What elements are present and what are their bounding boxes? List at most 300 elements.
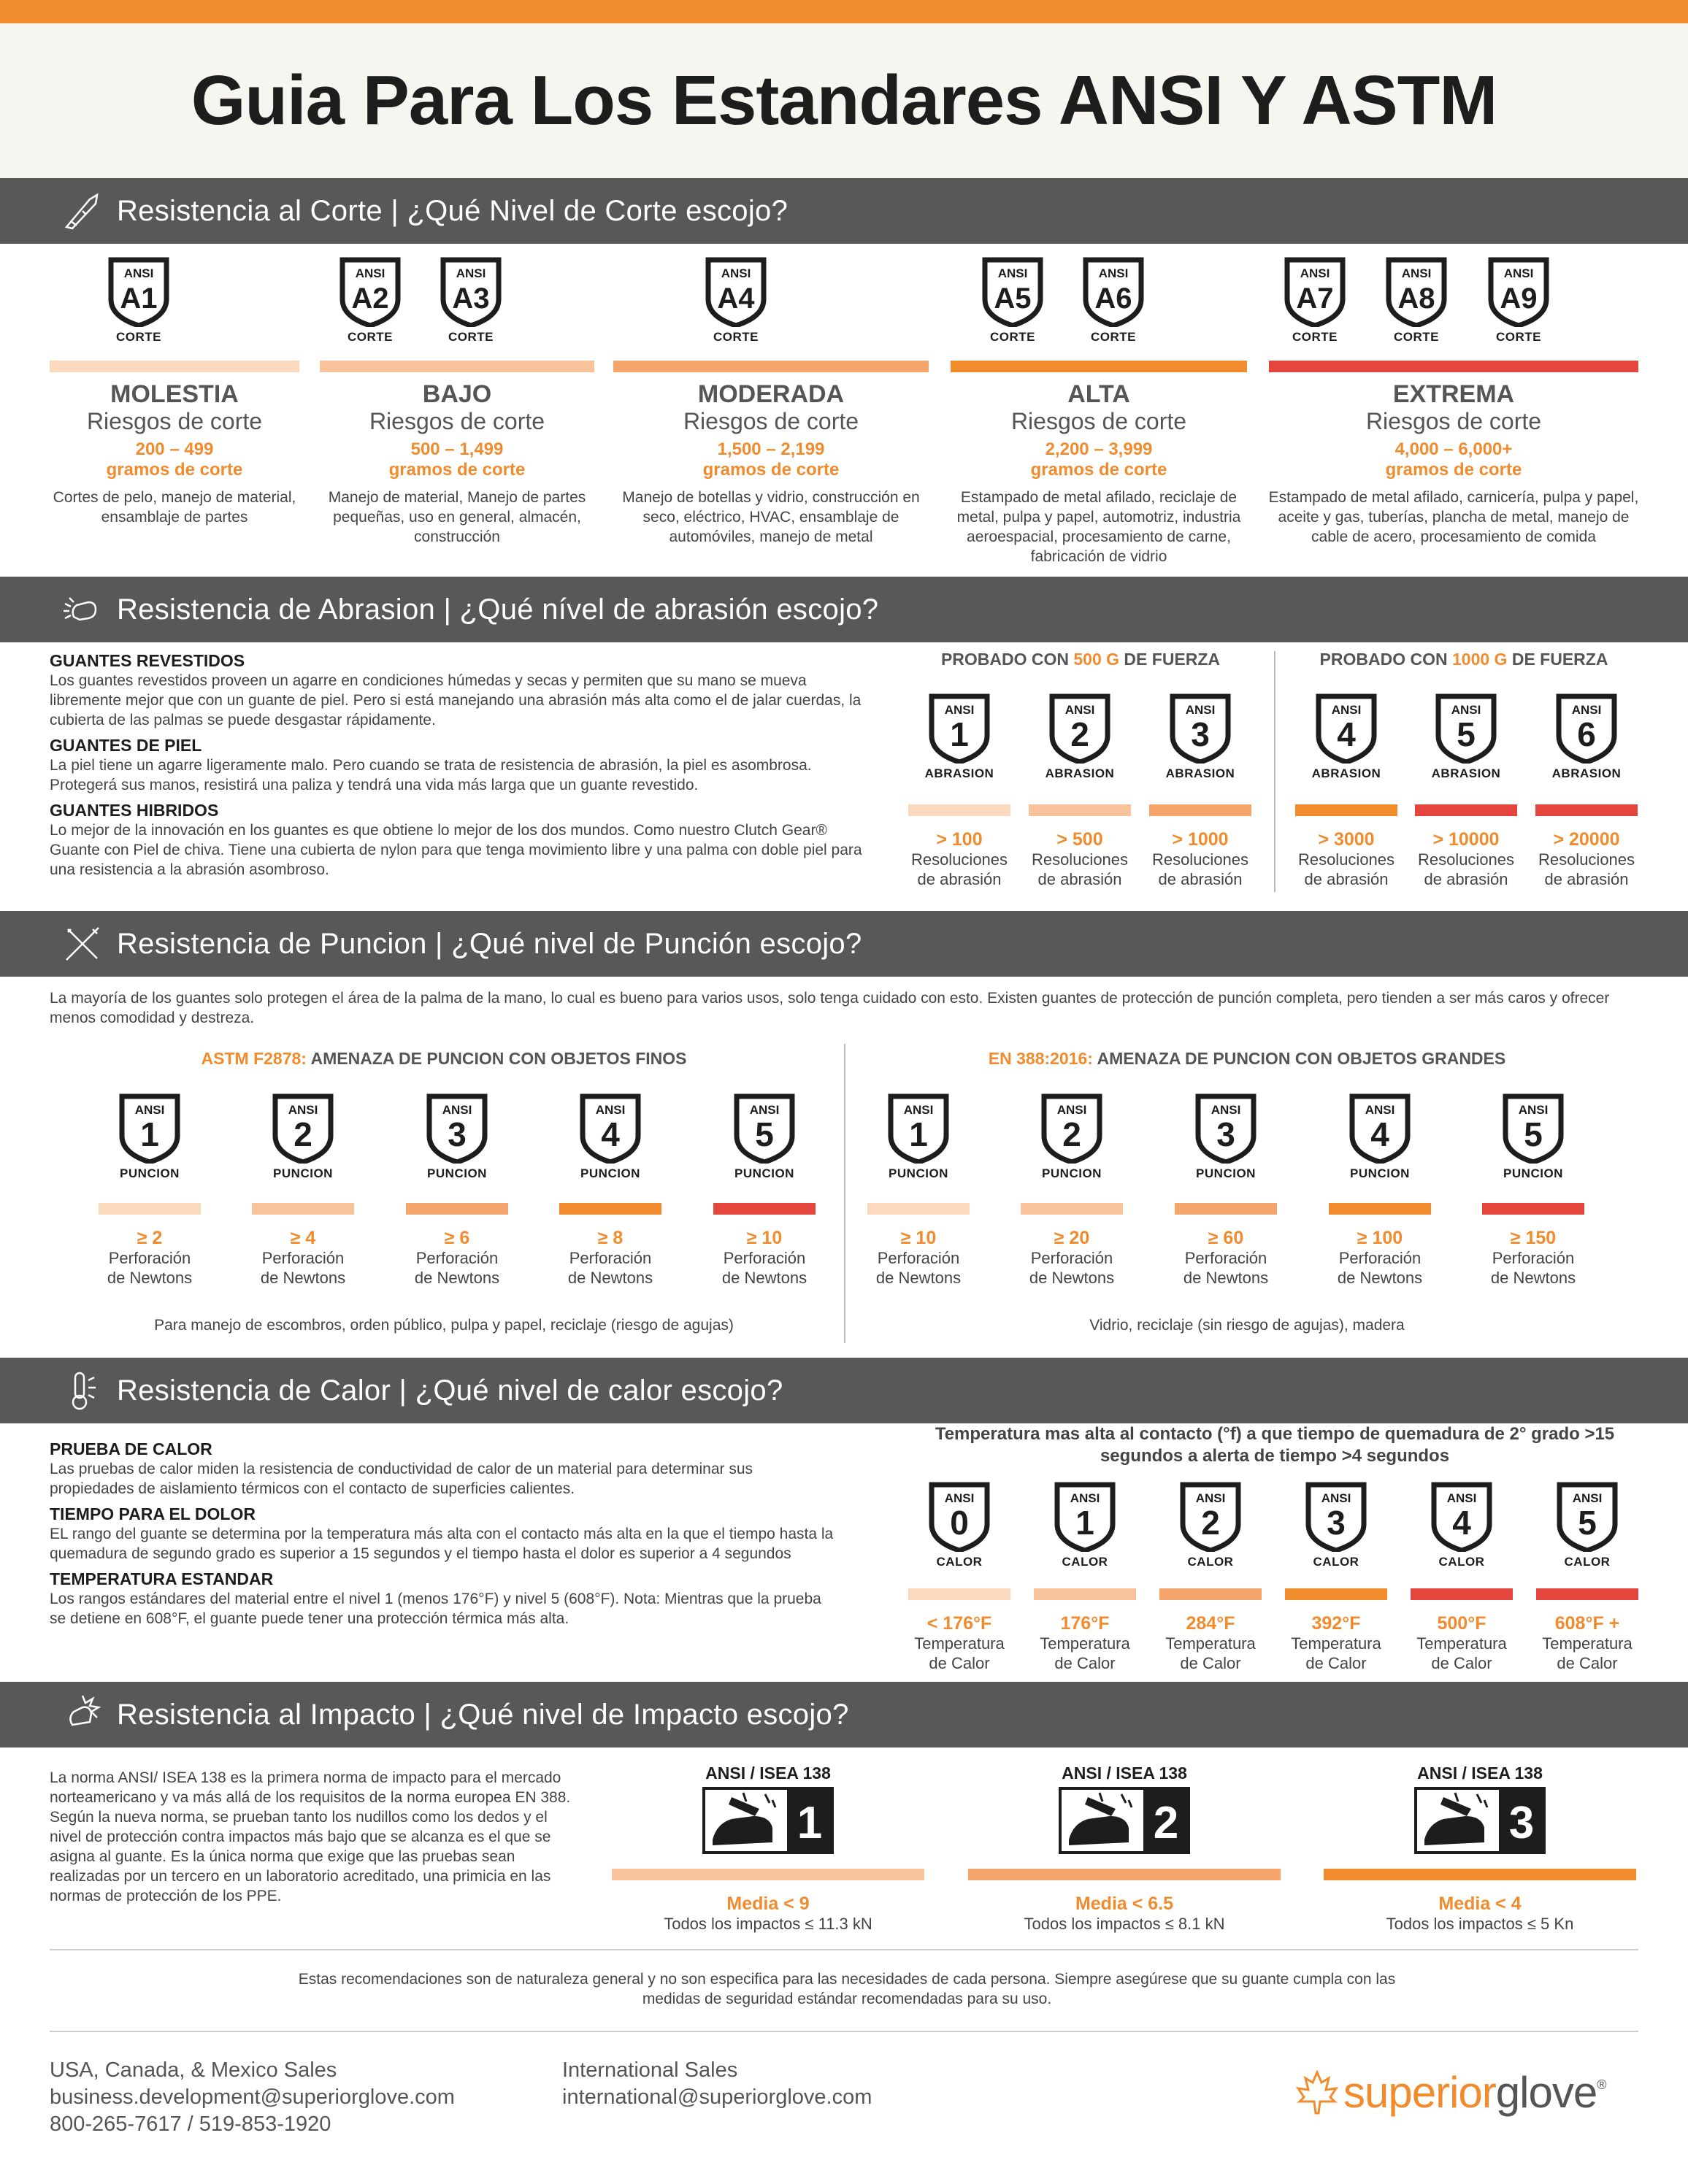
badge-category: CALOR xyxy=(936,1555,983,1569)
heat-badge xyxy=(1551,1482,1624,1569)
impact-bar xyxy=(612,1869,924,1880)
cut-level-group xyxy=(606,381,936,547)
cut-badge xyxy=(102,257,175,345)
badge-level: 5 xyxy=(755,1115,774,1153)
registered-mark: ® xyxy=(1597,2077,1607,2092)
heat-badge xyxy=(1048,1482,1121,1569)
badge-standard: ANSI xyxy=(1211,1103,1241,1117)
badge-level: A5 xyxy=(994,282,1032,315)
badge-category: PUNCION xyxy=(427,1166,487,1180)
impact-media: Media < 4 xyxy=(1438,1893,1522,1914)
shield-icon xyxy=(1556,693,1617,764)
heat-bar xyxy=(1034,1588,1136,1600)
badge-level: 3 xyxy=(1191,715,1210,753)
shield-icon xyxy=(1386,257,1447,327)
badge-category: PUNCION xyxy=(1042,1166,1102,1180)
badge-level: 2 xyxy=(1070,715,1089,753)
cut-gram-range: 500 – 1,499 xyxy=(410,439,504,459)
impact-icon xyxy=(57,1689,108,1740)
badge-level: 3 xyxy=(448,1115,467,1153)
cut-level-group xyxy=(42,381,307,527)
abrasion-badge xyxy=(923,693,996,781)
puncture-force: ≥ 6 xyxy=(444,1228,470,1248)
standard-code: ASTM F2878: xyxy=(201,1049,307,1068)
badge-category: CORTE xyxy=(116,330,161,344)
cut-uses: Estampado de metal afilado, carnicería, pulpa y papel, aceite y gas, tuberías, plancha de metal, manejo de cable de acero, procesamiento de comida xyxy=(1268,489,1639,545)
needle-icon xyxy=(57,918,108,969)
badge-standard: ANSI xyxy=(123,266,154,280)
heat-level-info xyxy=(1148,1613,1273,1673)
puncture-level-info xyxy=(1006,1228,1138,1288)
sales-title: USA, Canada, & Mexico Sales xyxy=(50,2058,337,2082)
abrasion-cycles: > 1000 xyxy=(1172,829,1229,850)
cut-badge xyxy=(1278,257,1351,345)
badge-standard: ANSI xyxy=(903,1103,934,1117)
thermometer-icon xyxy=(57,1365,108,1416)
abrasion-unit: de abrasión xyxy=(1304,870,1389,888)
cut-section-title: Resistencia al Corte | ¿Qué Nivel de Corte escojo? xyxy=(117,194,789,227)
puncture-badge xyxy=(1189,1093,1262,1181)
puncture-badge xyxy=(266,1093,339,1181)
heat-unit: de Calor xyxy=(1431,1654,1492,1672)
badge-level: 3 xyxy=(1216,1115,1235,1153)
abrasion-item-coated xyxy=(50,651,875,730)
disclaimer: Estas recomendaciones son de naturaleza general y no son especifica para las necesidades de cada persona. Siempre asegúrese que su guante cumpla con las medidas de seguridad estándar recomendadas para su uso. xyxy=(298,1971,1396,2007)
abrasion-item-title: GUANTES HIBRIDOS xyxy=(50,801,219,820)
badge-level: 4 xyxy=(1370,1115,1389,1153)
impact-level: 3 xyxy=(1508,1798,1535,1848)
abrasion-unit: Resoluciones xyxy=(910,850,1008,869)
abrasion-level-info xyxy=(897,829,1021,889)
puncture-unit: Perforación xyxy=(108,1249,191,1267)
cut-uses: Manejo de material, Manejo de partes pequeñas, uso en general, almacén, construcción xyxy=(328,489,586,545)
badge-standard: ANSI xyxy=(1070,1491,1100,1505)
heat-temperature: 176°F xyxy=(1060,1613,1110,1634)
badge-level: A7 xyxy=(1296,282,1334,315)
puncture-unit: Perforación xyxy=(415,1249,499,1267)
abrasion-bar xyxy=(908,804,1010,816)
cut-level-name: MOLESTIA xyxy=(110,380,239,408)
shield-icon xyxy=(1041,1093,1102,1164)
cut-badge xyxy=(334,257,407,345)
puncture-level-info xyxy=(1314,1228,1446,1288)
heat-unit: Temperatura xyxy=(1165,1634,1256,1653)
impact-level: 2 xyxy=(1153,1798,1179,1848)
shield-icon xyxy=(1049,693,1110,764)
impact-badge xyxy=(1059,1787,1190,1854)
heat-item-title: PRUEBA DE CALOR xyxy=(50,1439,212,1458)
puncture-force: ≥ 150 xyxy=(1510,1228,1557,1248)
logo-word-glove: glove xyxy=(1495,2068,1597,2117)
heat-unit: de Calor xyxy=(1557,1654,1618,1672)
badge-standard: ANSI xyxy=(944,1491,975,1505)
divider xyxy=(50,1949,1638,1950)
puncture-force: ≥ 8 xyxy=(597,1228,624,1248)
impact-standard-label: ANSI / ISEA 138 xyxy=(705,1764,831,1783)
heat-section-title: Resistencia de Calor | ¿Qué nivel de calor escojo? xyxy=(117,1374,783,1407)
cut-gram-unit: gramos de corte xyxy=(702,460,840,480)
shield-icon xyxy=(1083,257,1144,327)
badge-level: 2 xyxy=(1062,1115,1081,1153)
logo-word-superior: superior xyxy=(1343,2068,1496,2117)
heat-unit: Temperatura xyxy=(1040,1634,1130,1653)
puncture-force: ≥ 100 xyxy=(1357,1228,1403,1248)
sales-email-link[interactable]: business.development@superiorglove.com xyxy=(50,2085,455,2109)
cut-risk-label: Riesgos de corte xyxy=(1365,408,1542,434)
heat-bar xyxy=(1411,1588,1513,1600)
badge-level: 1 xyxy=(140,1115,159,1153)
heat-unit: de Calor xyxy=(1180,1654,1241,1672)
badge-level: 1 xyxy=(909,1115,928,1153)
abrasion-test-1000 xyxy=(1289,650,1639,669)
badge-category: CORTE xyxy=(990,330,1035,344)
abrasion-text-column xyxy=(50,651,875,880)
puncture-bar xyxy=(867,1203,970,1215)
abrasion-cycles: > 3000 xyxy=(1318,829,1375,850)
puncture-bar xyxy=(406,1203,508,1215)
cut-badge xyxy=(1077,257,1150,345)
badge-standard: ANSI xyxy=(1451,703,1481,717)
impact-media: Media < 6.5 xyxy=(1075,1893,1174,1914)
cut-level-name: MODERADA xyxy=(697,380,845,408)
heat-unit: Temperatura xyxy=(1291,1634,1381,1653)
puncture-left-title xyxy=(50,1049,838,1069)
cut-level-group xyxy=(312,381,602,547)
badge-standard: ANSI xyxy=(1572,1491,1603,1505)
shield-icon xyxy=(1435,693,1497,764)
abrasion-section-header xyxy=(0,577,1688,642)
abrasion-level-info xyxy=(1404,829,1528,889)
puncture-bar xyxy=(1021,1203,1123,1215)
badge-category: ABRASION xyxy=(1165,766,1235,780)
standard-title: AMENAZA DE PUNCION CON OBJETOS GRANDES xyxy=(1092,1049,1506,1068)
badge-level: 4 xyxy=(601,1115,620,1153)
puncture-force: ≥ 10 xyxy=(900,1228,937,1248)
abrasion-cycles: > 500 xyxy=(1056,829,1103,850)
puncture-bar xyxy=(252,1203,354,1215)
badge-level: A8 xyxy=(1397,282,1435,315)
heat-item xyxy=(50,1504,838,1564)
heat-item-text: EL rango del guante se determina por la temperatura más alta con el contacto más alta en la que el tiempo hasta la quemadura de segundo grado es superior a 15 segundos y el tiempo hasta el dolor es superior a 4 segundos xyxy=(50,1526,834,1562)
abrasion-unit: de abrasión xyxy=(917,870,1002,888)
puncture-right-use: Vidrio, reciclaje (sin riesgo de agujas), madera xyxy=(1089,1317,1405,1334)
abrasion-unit: de abrasión xyxy=(1424,870,1508,888)
puncture-bar xyxy=(1482,1203,1584,1215)
hammer-knuckle-icon xyxy=(702,1787,834,1854)
abrasion-item-leather xyxy=(50,736,875,795)
heat-unit: Temperatura xyxy=(1542,1634,1633,1653)
puncture-level-info xyxy=(391,1228,523,1288)
cut-risk-label: Riesgos de corte xyxy=(369,408,545,434)
abrasion-bar xyxy=(1415,804,1517,816)
puncture-level-info xyxy=(699,1228,830,1288)
cut-gram-unit: gramos de corte xyxy=(1030,460,1167,480)
cut-badge xyxy=(1482,257,1555,345)
cut-gram-range: 4,000 – 6,000+ xyxy=(1394,439,1513,459)
abrasion-level-info xyxy=(1284,829,1408,889)
test-force: 500 G xyxy=(1073,650,1120,669)
badge-category: PUNCION xyxy=(889,1166,948,1180)
sales-title: International Sales xyxy=(562,2058,738,2082)
abrasion-badge xyxy=(1043,693,1116,781)
puncture-intro: La mayoría de los guantes solo protegen el área de la palma de la mano, lo cual es bueno para varios usos, solo tenga cuidado con esto. Existen guantes de protección de punción completa, pero tienden a ser más caros y ofrecer menos comodidad y destreza. xyxy=(50,990,1610,1026)
badge-category: CORTE xyxy=(1292,330,1338,344)
abrasion-bar xyxy=(1029,804,1131,816)
heat-item xyxy=(50,1439,838,1499)
badge-standard: ANSI xyxy=(1185,703,1216,717)
abrasion-item-hybrid xyxy=(50,801,875,880)
puncture-bar xyxy=(1175,1203,1277,1215)
heat-temperature: 608°F + xyxy=(1554,1613,1620,1634)
abrasion-item-text: La piel tiene un agarre ligeramente malo. Pero cuando se trata de resistencia de abrasión, la piel es asombrosa. Protegerá sus manos, resistirá una paliza y tendrá una vida más larga que un guante revestido. xyxy=(50,757,812,793)
impact-section-title: Resistencia al Impacto | ¿Qué nivel de Impacto escojo? xyxy=(117,1698,849,1731)
cut-bar-moderada xyxy=(613,361,929,372)
cut-level-name: ALTA xyxy=(1067,380,1130,408)
puncture-unit: de Newtons xyxy=(1337,1269,1423,1287)
puncture-unit: de Newtons xyxy=(414,1269,500,1287)
badge-category: CALOR xyxy=(1564,1555,1611,1569)
badge-category: CORTE xyxy=(448,330,494,344)
test-label: DE FUERZA xyxy=(1119,650,1221,669)
puncture-level-info xyxy=(1468,1228,1599,1288)
badge-category: CORTE xyxy=(1394,330,1439,344)
heat-level-info xyxy=(897,1613,1021,1673)
badge-level: 1 xyxy=(950,715,969,753)
puncture-level-info xyxy=(853,1228,984,1288)
north-america-sales xyxy=(50,2057,455,2138)
puncture-level-info xyxy=(237,1228,369,1288)
abrasion-item-title: GUANTES DE PIEL xyxy=(50,736,202,755)
puncture-unit: Perforación xyxy=(723,1249,806,1267)
shield-icon xyxy=(1054,1482,1116,1552)
heat-unit: de Calor xyxy=(1054,1654,1116,1672)
puncture-unit: de Newtons xyxy=(1490,1269,1576,1287)
shield-icon xyxy=(426,1093,488,1164)
shield-icon xyxy=(929,693,990,764)
heat-level-info xyxy=(1274,1613,1398,1673)
heat-temperature: 500°F xyxy=(1437,1613,1486,1634)
abrasion-cycles: > 20000 xyxy=(1553,829,1620,850)
abrasion-unit: Resoluciones xyxy=(1031,850,1129,869)
cut-risk-label: Riesgos de corte xyxy=(683,408,859,434)
badge-category: PUNCION xyxy=(580,1166,640,1180)
cut-gram-unit: gramos de corte xyxy=(106,460,243,480)
shield-icon xyxy=(982,257,1043,327)
cut-badge xyxy=(434,257,507,345)
abrasion-unit: de abrasión xyxy=(1037,870,1122,888)
badge-category: PUNCION xyxy=(734,1166,794,1180)
puncture-badge xyxy=(113,1093,186,1181)
badge-standard: ANSI xyxy=(749,1103,780,1117)
puncture-force: ≥ 4 xyxy=(290,1228,316,1248)
badge-standard: ANSI xyxy=(944,703,975,717)
shield-icon xyxy=(1180,1482,1241,1552)
badge-standard: ANSI xyxy=(355,266,385,280)
impact-text: La norma ANSI/ ISEA 138 es la primera norma de impacto para el mercado norteamericano y va más allá de los requisitos de la norma europea EN 388. Según la nueva norma, se prueban tanto los nudillos como los dedos y el nivel de protección contra impactos más bajo que se alcanza es el que se asigna al guante. Es la única norma que exige que las pruebas sean realizadas por un tercero en un laboratorio acreditado, una primicia en las normas de protección de los PPE. xyxy=(50,1769,571,1904)
badge-standard: ANSI xyxy=(997,266,1028,280)
cut-level-name: BAJO xyxy=(422,380,492,408)
badge-standard: ANSI xyxy=(595,1103,626,1117)
maple-leaf-icon xyxy=(1294,2069,1340,2116)
abrasion-bar xyxy=(1535,804,1638,816)
abrasion-unit: de abrasión xyxy=(1158,870,1243,888)
puncture-badge xyxy=(421,1093,494,1181)
shield-icon xyxy=(1349,1093,1411,1164)
superior-glove-logo xyxy=(1294,2067,1606,2118)
shield-icon xyxy=(1284,257,1346,327)
abrasion-bar xyxy=(1295,804,1397,816)
cut-bar-alta xyxy=(951,361,1247,372)
impact-all: Todos los impactos ≤ 11.3 kN xyxy=(664,1915,872,1933)
puncture-section-header xyxy=(0,911,1688,977)
cut-gram-range: 200 – 499 xyxy=(135,439,214,459)
badge-category: CALOR xyxy=(1438,1555,1485,1569)
cut-risk-label: Riesgos de corte xyxy=(1010,408,1187,434)
badge-level: 4 xyxy=(1452,1504,1471,1542)
badge-category: ABRASION xyxy=(1045,766,1115,780)
hammer-knuckle-icon xyxy=(1059,1787,1190,1854)
shield-icon xyxy=(580,1093,641,1164)
cut-risk-label: Riesgos de corte xyxy=(86,408,263,434)
badge-category: CORTE xyxy=(1091,330,1136,344)
heat-level-info xyxy=(1525,1613,1649,1673)
shield-icon xyxy=(119,1093,180,1164)
impact-standard-label: ANSI / ISEA 138 xyxy=(1417,1764,1543,1783)
shield-icon xyxy=(888,1093,949,1164)
shield-icon xyxy=(705,257,767,327)
cut-uses: Estampado de metal afilado, reciclaje de metal, pulpa y papel, automotriz, industria aeroespacial, procesamiento de carne, fabricación de vidrio xyxy=(956,489,1241,565)
badge-level: 2 xyxy=(1201,1504,1220,1542)
abrasion-cycles: > 10000 xyxy=(1432,829,1500,850)
badge-category: ABRASION xyxy=(1311,766,1381,780)
badge-category: PUNCION xyxy=(1503,1166,1563,1180)
badge-category: ABRASION xyxy=(1431,766,1501,780)
heat-badge xyxy=(1174,1482,1247,1569)
shield-icon xyxy=(1195,1093,1257,1164)
abrasion-badge xyxy=(1430,693,1503,781)
badge-standard: ANSI xyxy=(1446,1491,1477,1505)
heat-badge xyxy=(1425,1482,1498,1569)
badge-standard: ANSI xyxy=(1331,703,1362,717)
cut-level-group xyxy=(1262,381,1646,547)
heat-item-title: TEMPERATURA ESTANDAR xyxy=(50,1569,274,1588)
badge-category: CALOR xyxy=(1187,1555,1234,1569)
puncture-section-title: Resistencia de Puncion | ¿Qué nivel de Punción escojo? xyxy=(117,927,862,960)
standard-code: EN 388:2016: xyxy=(988,1049,1093,1068)
heat-item-text: Los rangos estándares del material entre el nivel 1 (menos 176°F) y nivel 5 (608°F). Nota: Mientras que la prueba se detiene en 608°F, el guante puede tener una protección térmica más alta. xyxy=(50,1591,821,1627)
heat-bar xyxy=(1159,1588,1262,1600)
puncture-bar xyxy=(713,1203,816,1215)
test-force: 1000 G xyxy=(1452,650,1508,669)
badge-level: 4 xyxy=(1337,715,1356,753)
badge-level: 3 xyxy=(1327,1504,1346,1542)
puncture-left-use: Para manejo de escombros, orden público, pulpa y papel, reciclaje (riesgo de agujas) xyxy=(154,1317,734,1334)
abrasion-item-title: GUANTES REVESTIDOS xyxy=(50,651,245,670)
badge-category: ABRASION xyxy=(1551,766,1622,780)
knife-icon xyxy=(57,185,108,237)
hammer-knuckle-icon xyxy=(1414,1787,1546,1854)
badge-level: 5 xyxy=(1524,1115,1543,1153)
heat-unit: Temperatura xyxy=(914,1634,1005,1653)
abrasion-unit: Resoluciones xyxy=(1297,850,1395,869)
badge-level: 5 xyxy=(1578,1504,1597,1542)
cut-section-header xyxy=(0,178,1688,244)
heat-bar xyxy=(908,1588,1010,1600)
puncture-force: ≥ 10 xyxy=(746,1228,783,1248)
cut-gram-range: 2,200 – 3,999 xyxy=(1045,439,1153,459)
impact-bar xyxy=(968,1869,1281,1880)
abrasion-test-500 xyxy=(905,650,1256,669)
badge-level: A2 xyxy=(351,282,389,315)
badge-category: CALOR xyxy=(1313,1555,1359,1569)
badge-level: A1 xyxy=(120,282,158,315)
abrasion-unit: Resoluciones xyxy=(1417,850,1515,869)
divider xyxy=(50,2031,1638,2032)
badge-level: 0 xyxy=(950,1504,969,1542)
abrasion-unit: Resoluciones xyxy=(1538,850,1635,869)
cut-bar-bajo xyxy=(320,361,594,372)
puncture-unit: de Newtons xyxy=(107,1269,193,1287)
page-title: Guia Para Los Estandares ANSI Y ASTM xyxy=(191,61,1497,139)
cut-uses: Manejo de botellas y vidrio, construcción en seco, eléctrico, HVAC, ensamblaje de automóviles, manejo de metal xyxy=(622,489,920,545)
cut-bar-extrema xyxy=(1269,361,1638,372)
heat-level-info xyxy=(1400,1613,1524,1673)
abrasion-cycles: > 100 xyxy=(936,829,983,850)
impact-media: Media < 9 xyxy=(726,1893,810,1914)
heat-section-header xyxy=(0,1358,1688,1423)
badge-standard: ANSI xyxy=(1321,1491,1351,1505)
puncture-badge xyxy=(574,1093,647,1181)
puncture-unit: Perforación xyxy=(1184,1249,1267,1267)
shield-icon xyxy=(1557,1482,1618,1552)
puncture-force: ≥ 20 xyxy=(1054,1228,1090,1248)
heat-temperature: < 176°F xyxy=(927,1613,992,1634)
badge-standard: ANSI xyxy=(721,266,751,280)
heat-text-column xyxy=(50,1439,838,1629)
abrasion-icon xyxy=(57,584,108,635)
abrasion-item-text: Los guantes revestidos proveen un agarre en condiciones húmedas y secas y permiten que su mano se mueva libremente mejor que con un guante de piel. Pero si está manejando una abrasión más alta como el de jalar cuerdas, la cubierta de las palmas se puede desgastar rápidamente. xyxy=(50,672,862,728)
standard-title: AMENAZA DE PUNCION CON OBJETOS FINOS xyxy=(306,1049,687,1068)
badge-standard: ANSI xyxy=(1064,703,1095,717)
cut-level-name: EXTREMA xyxy=(1392,380,1515,408)
puncture-badge xyxy=(882,1093,955,1181)
badge-category: CALOR xyxy=(1062,1555,1108,1569)
badge-standard: ANSI xyxy=(1300,266,1330,280)
sales-email-link[interactable]: international@superiorglove.com xyxy=(562,2085,872,2109)
abrasion-unit: Resoluciones xyxy=(1151,850,1249,869)
badge-level: 2 xyxy=(294,1115,312,1153)
badge-level: 5 xyxy=(1457,715,1476,753)
test-label: PROBADO CON xyxy=(940,650,1074,669)
heat-badge xyxy=(923,1482,996,1569)
badge-level: A4 xyxy=(717,282,755,315)
badge-standard: ANSI xyxy=(1401,266,1432,280)
heat-temperature: 392°F xyxy=(1311,1613,1361,1634)
impact-all: Todos los impactos ≤ 8.1 kN xyxy=(1024,1915,1225,1933)
puncture-level-info xyxy=(84,1228,215,1288)
abrasion-unit: de abrasión xyxy=(1544,870,1629,888)
badge-category: CORTE xyxy=(348,330,393,344)
abrasion-section-title: Resistencia de Abrasion | ¿Qué nível de abrasión escojo? xyxy=(117,593,879,626)
heat-unit: de Calor xyxy=(1305,1654,1367,1672)
cut-uses: Cortes de pelo, manejo de material, ensamblaje de partes xyxy=(53,489,296,526)
impact-section-header xyxy=(0,1682,1688,1747)
sales-phone: 800-265-7617 / 519-853-1920 xyxy=(50,2112,331,2136)
abrasion-badge xyxy=(1164,693,1237,781)
impact-all: Todos los impactos ≤ 5 Kn xyxy=(1386,1915,1574,1933)
puncture-unit: Perforación xyxy=(261,1249,345,1267)
impact-standard-label: ANSI / ISEA 138 xyxy=(1062,1764,1187,1783)
